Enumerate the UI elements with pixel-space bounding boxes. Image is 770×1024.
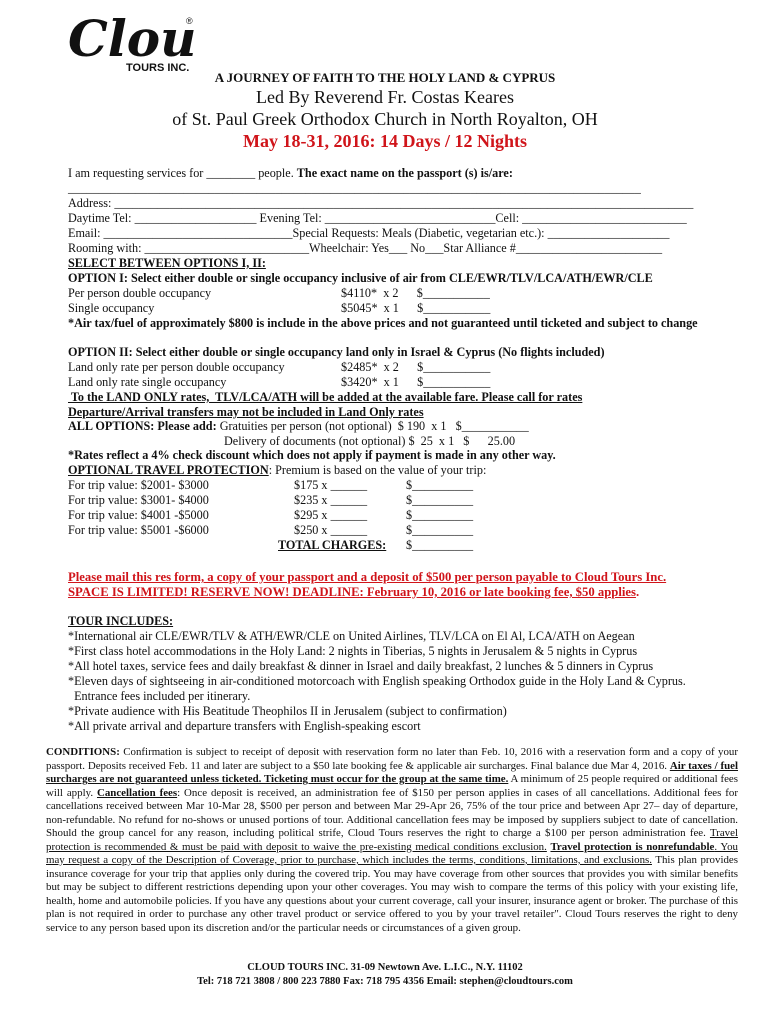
phone-fields[interactable]: Daytime Tel: ____________________ Evening Tel: ____________________________Cell: ___________________________ (68, 211, 687, 225)
protection-title: OPTIONAL TRAVEL PROTECTION (68, 463, 269, 477)
mail-notice: Please mail this res form, a copy of your passport and a deposit of $500 per person payable to Cloud Tours Inc. (68, 570, 667, 584)
protection-row-label: For trip value: $5001 -$6000 (68, 523, 209, 537)
passport-name-label: The exact name on the passport (s) is/are: (296, 166, 513, 180)
protection-row-total[interactable]: $__________ (406, 523, 474, 537)
check-discount-note: *Rates reflect a 4% check discount which does not apply if payment is made in any other way. (68, 448, 556, 462)
footer-address: CLOUD TOURS INC. 31-09 Newtown Ave. L.I.C., N.Y. 11102 (247, 962, 523, 973)
all-options-label: ALL OPTIONS: Please add: (68, 419, 220, 433)
passport-name-field[interactable]: ______________________________________________________________________________________________ (68, 181, 641, 195)
footer-contact: Tel: 718 721 3808 / 800 223 7880 Fax: 718 795 4356 Email: stephen@cloudtours.com (197, 976, 573, 987)
tour-include-item: Entrance fees included per itinerary. (68, 689, 251, 703)
protection-row-label: For trip value: $3001- $4000 (68, 493, 209, 507)
option2-land-note: To the LAND ONLY rates, TLV/LCA/ATH will be added at the available fare. Please call for rates (68, 390, 583, 404)
protection-desc: : Premium is based on the value of your trip: (268, 463, 487, 477)
option1-title: OPTION I: Select either double or single occupancy inclusive of air from CLE/EWR/TLV/LCA/ATH/EWR/CLE (68, 271, 653, 285)
option2-transfer-note: Departure/Arrival transfers may not be included in Land Only rates (68, 405, 424, 419)
logo-brand-text: Clou (68, 14, 196, 68)
option2-double-price[interactable]: $2485* x 2 $___________ (341, 360, 491, 374)
protection-row-total[interactable]: $__________ (406, 478, 474, 492)
total-charges-field[interactable]: $__________ (406, 538, 474, 552)
gratuities-field[interactable]: Gratuities per person (not optional) $ 190 x 1 $___________ (219, 419, 529, 433)
option1-air-note: *Air tax/fuel of approximately $800 is include in the above prices and not guaranteed until ticketed and subject to change (68, 316, 698, 330)
tour-includes-title: TOUR INCLUDES: (68, 614, 174, 628)
email-special-requests-field[interactable]: Email: _______________________________Special Requests: Meals (Diabetic, vegetarian etc.): ____________________ (68, 226, 670, 240)
protection-row-quantity[interactable]: $250 x ______ (294, 523, 368, 537)
protection-row-total[interactable]: $__________ (406, 493, 474, 507)
tour-include-item: *International air CLE/EWR/TLV & ATH/EWR/CLE on United Airlines, TLV/LCA on El Al, LCA/ATH on Aegean (68, 629, 635, 643)
deadline-notice-end: . (635, 585, 640, 599)
select-options-heading: SELECT BETWEEN OPTIONS I, II: (68, 256, 266, 270)
conditions-text-1: Confirmation is subject to receipt of deposit with reservation form no later than Feb. 10, 2016 with a reservation form and a copy of your passport. Deposits received Feb. 11 and later are subject to a $50 late booking fee & applicable air surcharges. Final balance due Mar 4, 2016. (46, 746, 738, 772)
header-line-2: Led By Reverend Fr. Costas Keares (256, 87, 514, 107)
deadline-notice: SPACE IS LIMITED! RESERVE NOW! DEADLINE: February 10, 2016 or late booking fee, $50 applies (68, 585, 636, 599)
conditions-nonrefundable: Travel protection is nonrefundable (550, 840, 715, 853)
tour-include-item: *First class hotel accommodations in the Holy Land: 2 nights in Tiberias, 5 nights in Jerusalem & 5 nights in Cyprus (68, 644, 638, 658)
option2-single-label: Land only rate single occupancy (68, 375, 227, 389)
header-line-1: A JOURNEY OF FAITH TO THE HOLY LAND & CYPRUS (214, 70, 556, 85)
conditions-text-10: This plan provides insurance coverage for your trip that applies only during the covered trip. You may have coverage from other sources that provides you with similar benefits but may be subject to different restrictions depending upon your other coverages. You may wish to compare the terms of this policy with your existing life, health, home and automobile policies. If you have any questions about your current coverage, call your insurer, insurance agent or broker. The purchase of this plan is not required in order to purchase any other travel product or service offered to you by your travel retailer". Cloud Tours reserves the right to deny service to any person based upon its discretion and/or the particular needs or circumstances of a given group. (46, 854, 738, 934)
request-text: I am requesting services for ________ people. (68, 166, 297, 180)
all-options-line (68, 419, 529, 433)
deadline-notice-line (68, 585, 639, 599)
logo-reg-mark: ® (186, 16, 193, 26)
delivery-field[interactable]: Delivery of documents (not optional) $ 25 x 1 $ 25.00 (224, 434, 522, 448)
conditions-text-5: : Once deposit is received, an administration fee of $150 per person applies in cases of all cancellations. Additional fees for cancellations received between Mar 10-Mar 28, $500 per person and between Mar 29-Apr 26, 75% of the tour price and between Apr 27– day of departure, non-refundable. No refund for no-shows or unused portions of tour. Additional cancellation fees may be imposed by suppliers subject to date of cancellation. Should the group cancel for any reason, including political strife, Cloud Tours reserves the right to charge a $100 per person administration fee. (46, 786, 738, 839)
request-line (68, 166, 513, 180)
tour-include-item: *Eleven days of sightseeing in air-conditioned motorcoach with English speaking Orthodox guide in the Holy Land & Cyprus. (68, 674, 686, 688)
option2-double-label: Land only rate per person double occupancy (68, 360, 285, 374)
protection-row-label: For trip value: $2001- $3000 (68, 478, 209, 492)
conditions-coverage-request: . You may request a copy of the Description of Coverage, prior to purchase, which includes the terms, conditions, limitations, and exclusions. (46, 840, 738, 866)
conditions-label: CONDITIONS: (46, 746, 120, 758)
header-line-4: May 18-31, 2016: 14 Days / 12 Nights (243, 131, 527, 151)
conditions-air-taxes: Air taxes / fuel surcharges are not guaranteed unless ticketed. Ticketing must occur for the group at the same time. (46, 759, 739, 785)
option1-double-price[interactable]: $4110* x 2 $___________ (341, 286, 490, 300)
option1-single-price[interactable]: $5045* x 1 $___________ (341, 301, 491, 315)
tour-include-item: *All hotel taxes, service fees and daily breakfast & dinner in Israel and daily breakfast, 2 lunches & 5 dinners in Cyprus (68, 659, 654, 673)
protection-row-quantity[interactable]: $295 x ______ (294, 508, 368, 522)
address-field[interactable]: Address: _______________________________________________________________________________________________ (68, 196, 694, 210)
protection-row-label: For trip value: $4001 -$5000 (68, 508, 209, 522)
option1-single-label: Single occupancy (68, 301, 155, 315)
option2-single-price[interactable]: $3420* x 1 $___________ (341, 375, 491, 389)
logo-sub-text: TOURS INC. (126, 62, 190, 74)
cloud-logo-icon (66, 14, 196, 74)
conditions-paragraph (46, 746, 738, 935)
option1-double-label: Per person double occupancy (68, 286, 212, 300)
option2-title: OPTION II: Select either double or single occupancy land only in Israel & Cyprus (No flights included) (68, 345, 605, 359)
conditions-text-3: A minimum of 25 people required or additional fees will apply. (46, 773, 739, 799)
protection-row-quantity[interactable]: $175 x ______ (294, 478, 368, 492)
total-charges-label: TOTAL CHARGES: (278, 538, 387, 552)
protection-heading-line (68, 463, 486, 477)
cloud-tours-logo (66, 14, 196, 74)
tour-include-item: *All private arrival and departure transfers with English-speaking escort (68, 719, 421, 733)
header-line-3: of St. Paul Greek Orthodox Church in North Royalton, OH (172, 109, 598, 129)
rooming-wheelchair-field[interactable]: Rooming with: ___________________________Wheelchair: Yes___ No___Star Alliance #________________________ (68, 241, 663, 255)
protection-row-total[interactable]: $__________ (406, 508, 474, 522)
protection-row-quantity[interactable]: $235 x ______ (294, 493, 368, 507)
conditions-cancellation-label: Cancellation fees (96, 786, 178, 799)
tour-include-item: *Private audience with His Beatitude Theophilos II in Jerusalem (subject to confirmation) (68, 704, 507, 718)
conditions-protection-recommended: Travel protection is recommended & must be paid with deposit to waive the pre-existing medical conditions exclusion. (46, 827, 738, 853)
